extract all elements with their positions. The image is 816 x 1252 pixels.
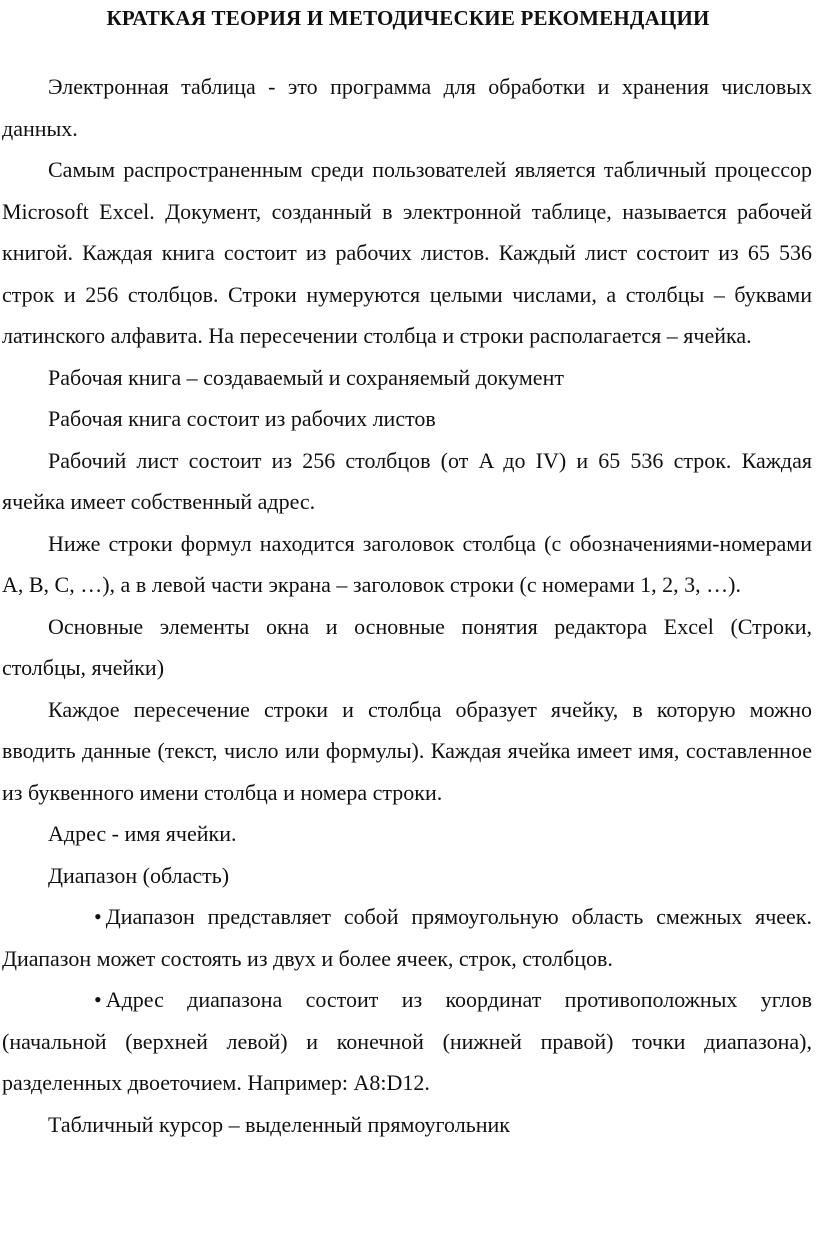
document-heading: КРАТКАЯ ТЕОРИЯ И МЕТОДИЧЕСКИЕ РЕКОМЕНДАЦИИ [106, 6, 710, 30]
bullet-icon: • [94, 904, 102, 929]
bullet-text: Диапазон представляет собой прямоугольную область смежных ячеек. Диапазон может состоять из двух и более ячеек, строк, столбцов. [2, 904, 812, 971]
paragraph-main-elements: Основные элементы окна и основные понятия редактора Excel (Строки, столбцы, ячейки) [2, 613, 812, 680]
paragraph-range-title: Диапазон (область) [48, 862, 230, 888]
bullet-item-range-definition [2, 896, 812, 979]
paragraph-cursor: Табличный курсор – выделенный прямоугольник [48, 1111, 510, 1137]
paragraph-excel-overview: Самым распространенным среди пользователей является табличный процессор Microsoft Excel. Документ, созданный в электронной таблице, называется рабочей книгой. Каждая книга состоит из рабочих листов. Каждый лист состоит из 65 536 строк и 256 столбцов. Строки нумеруются целыми числами, а столбцы – буквами латинского алфавита. На пересечении столбца и строки располагается – ячейка. [2, 157, 812, 348]
bullet-item-range-address [2, 979, 812, 1104]
document-body [2, 66, 812, 1145]
paragraph-cell-intersection: Каждое пересечение строки и столбца образует ячейку, в которую можно вводить данные (текст, число или формулы). Каждая ячейка имеет имя, составленное из буквенного имени столбца и номера строки. [2, 696, 812, 805]
paragraph-definition: Электронная таблица - это программа для обработки и хранения числовых данных. [2, 74, 812, 141]
paragraph-workbook-definition: Рабочая книга – создаваемый и сохраняемый документ [48, 364, 564, 390]
paragraph-address: Адрес - имя ячейки. [48, 821, 237, 846]
paragraph-headers: Ниже строки формул находится заголовок столбца (с обозначениями-номерами A, B, C, …), а в левой части экрана – заголовок строки (с номерами 1, 2, 3, …). [2, 530, 812, 597]
paragraph-worksheet-size: Рабочий лист состоит из 256 столбцов (от A до IV) и 65 536 строк. Каждая ячейка имеет собственный адрес. [2, 447, 812, 514]
bullet-text: Адрес диапазона состоит из координат противоположных углов (начальной (верхней левой) и конечной (нижней правой) точки диапазона), разделенных двоеточием. Например: A8:D12. [2, 987, 812, 1095]
paragraph-workbook-sheets: Рабочая книга состоит из рабочих листов [48, 406, 436, 431]
bullet-icon: • [94, 987, 102, 1012]
